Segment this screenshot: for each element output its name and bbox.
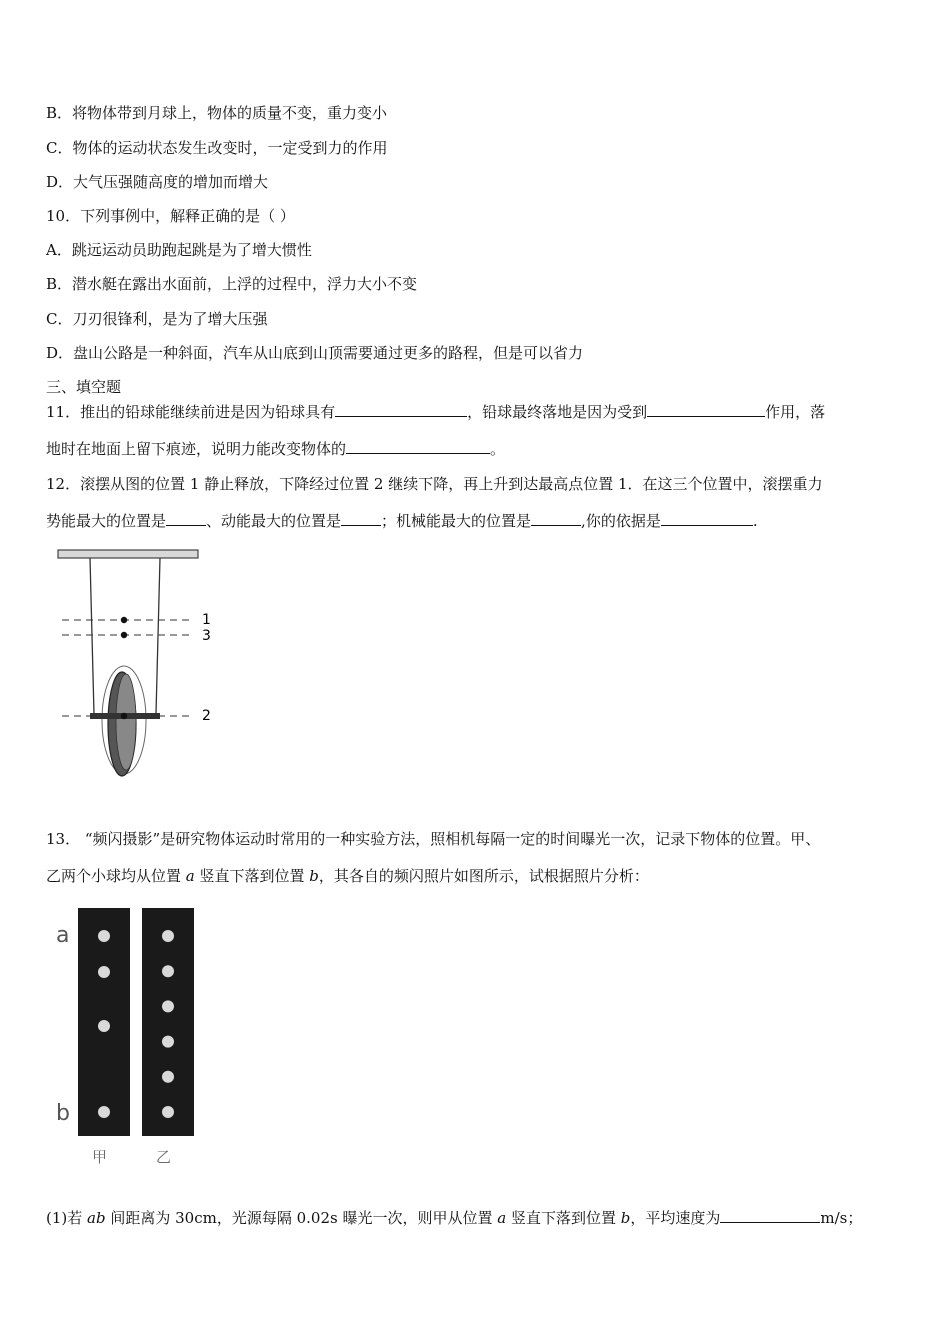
q13-1-text-2: 间距离为 30cm，光源每隔 0.02s 曝光一次，则甲从位置 bbox=[105, 1209, 498, 1227]
q13-1-text-3: 竖直下落到位置 bbox=[506, 1209, 621, 1227]
position-dot-2 bbox=[121, 713, 127, 719]
q13-text-3: ，其各自的频闪照片如图所示，试根据照片分析： bbox=[318, 867, 649, 885]
q11-blank-2[interactable] bbox=[647, 402, 765, 417]
position-dot-1 bbox=[121, 617, 127, 623]
yi-ball-4 bbox=[162, 1036, 174, 1048]
jia-ball-1 bbox=[98, 930, 110, 942]
q10-option-c: C．刀刃很锋利，是为了增大压强 bbox=[46, 310, 268, 328]
yi-ball-2 bbox=[162, 965, 174, 977]
q12-text-5: . bbox=[752, 512, 758, 530]
q11-text-2: ，铅球最终落地是因为受到 bbox=[467, 403, 648, 421]
label-a: a bbox=[56, 923, 70, 948]
q11-text-5: 。 bbox=[490, 440, 506, 458]
strobe-photo-figure bbox=[54, 904, 204, 1174]
q11-text-4: 地时在地面上留下痕迹，说明力能改变物体的 bbox=[46, 440, 347, 458]
q13-1-text-5: m/s； bbox=[820, 1209, 863, 1227]
label-jia: 甲 bbox=[92, 1148, 108, 1166]
yi-ball-3 bbox=[162, 1000, 174, 1012]
left-string bbox=[90, 558, 94, 714]
position-dot-3 bbox=[121, 632, 127, 638]
q13-text-1: 乙两个小球均从位置 bbox=[46, 867, 186, 885]
section-heading-fill-blank: 三、填空题 bbox=[46, 378, 122, 396]
q13-1-blank[interactable] bbox=[720, 1208, 820, 1223]
q11-text-3: 作用，落 bbox=[765, 403, 826, 421]
q13-1-text-4: ，平均速度为 bbox=[630, 1209, 721, 1227]
q11-blank-3[interactable] bbox=[346, 439, 490, 454]
q12-blank-4[interactable] bbox=[661, 511, 753, 526]
ceiling-bar bbox=[58, 550, 198, 558]
q13-var-b: b bbox=[309, 867, 319, 885]
jia-ball-4 bbox=[98, 1106, 110, 1118]
jia-ball-3 bbox=[98, 1020, 110, 1032]
q13-1-var-ab: ab bbox=[87, 1209, 106, 1227]
q9-option-c: C．物体的运动状态发生改变时，一定受到力的作用 bbox=[46, 139, 388, 157]
wheel-face bbox=[116, 674, 136, 770]
q12-text-3: ；机械能最大的位置是 bbox=[381, 512, 532, 530]
right-string bbox=[156, 558, 160, 714]
q13-var-a: a bbox=[185, 867, 195, 885]
q13-line2 bbox=[46, 865, 649, 886]
label-b: b bbox=[56, 1101, 70, 1126]
q12-text-4: ,你的依据是 bbox=[581, 512, 661, 530]
q9-option-b: B．将物体带到月球上，物体的质量不变，重力变小 bbox=[46, 104, 388, 122]
q10-option-d: D．盘山公路是一种斜面，汽车从山底到山顶需要通过更多的路程，但是可以省力 bbox=[46, 344, 584, 362]
q13-1-var-a: a bbox=[497, 1209, 507, 1227]
q13-1-text-1: (1)若 bbox=[46, 1209, 88, 1227]
q11-blank-1[interactable] bbox=[335, 402, 467, 417]
q10-option-a: A．跳远运动员助跑起跳是为了增大惯性 bbox=[46, 241, 312, 259]
q12-line2 bbox=[46, 510, 758, 531]
q13-1-var-b: b bbox=[620, 1209, 631, 1227]
jia-ball-2 bbox=[98, 966, 110, 978]
q12-blank-1[interactable] bbox=[166, 511, 206, 526]
q12-text-1: 势能最大的位置是 bbox=[46, 512, 167, 530]
label-position-2: 2 bbox=[202, 708, 211, 724]
q12-text-2: 、动能最大的位置是 bbox=[206, 512, 342, 530]
q12-blank-2[interactable] bbox=[341, 511, 381, 526]
yi-ball-5 bbox=[162, 1071, 174, 1083]
photo-strip-yi bbox=[142, 908, 194, 1136]
yi-ball-1 bbox=[162, 930, 174, 942]
q12-blank-3[interactable] bbox=[531, 511, 581, 526]
q10-option-b: B．潜水艇在露出水面前，上浮的过程中，浮力大小不变 bbox=[46, 275, 418, 293]
rolling-pendulum-figure bbox=[50, 544, 230, 800]
q11-text-1: 11．推出的铅球能继续前进是因为铅球具有 bbox=[46, 403, 336, 421]
q13-1-line bbox=[46, 1207, 862, 1228]
label-yi: 乙 bbox=[156, 1148, 172, 1166]
q10-stem: 10．下列事例中，解释正确的是（ ） bbox=[46, 207, 295, 225]
label-position-3: 3 bbox=[202, 628, 211, 644]
q11-line2 bbox=[46, 438, 505, 459]
label-position-1: 1 bbox=[202, 612, 211, 628]
q13-line1: 13． “频闪摄影”是研究物体运动时常用的一种实验方法，照相机每隔一定的时间曝光一次，记录下物体的位置。甲、 bbox=[46, 830, 821, 848]
q13-text-2: 竖直下落到位置 bbox=[194, 867, 310, 885]
yi-ball-6 bbox=[162, 1106, 174, 1118]
q9-option-d: D．大气压强随高度的增加而增大 bbox=[46, 173, 269, 191]
q11-line1 bbox=[46, 401, 825, 422]
q12-line1: 12．滚摆从图的位置 1 静止释放，下降经过位置 2 继续下降，再上升到达最高点位置 1．在这三个位置中，滚摆重力 bbox=[46, 475, 823, 493]
